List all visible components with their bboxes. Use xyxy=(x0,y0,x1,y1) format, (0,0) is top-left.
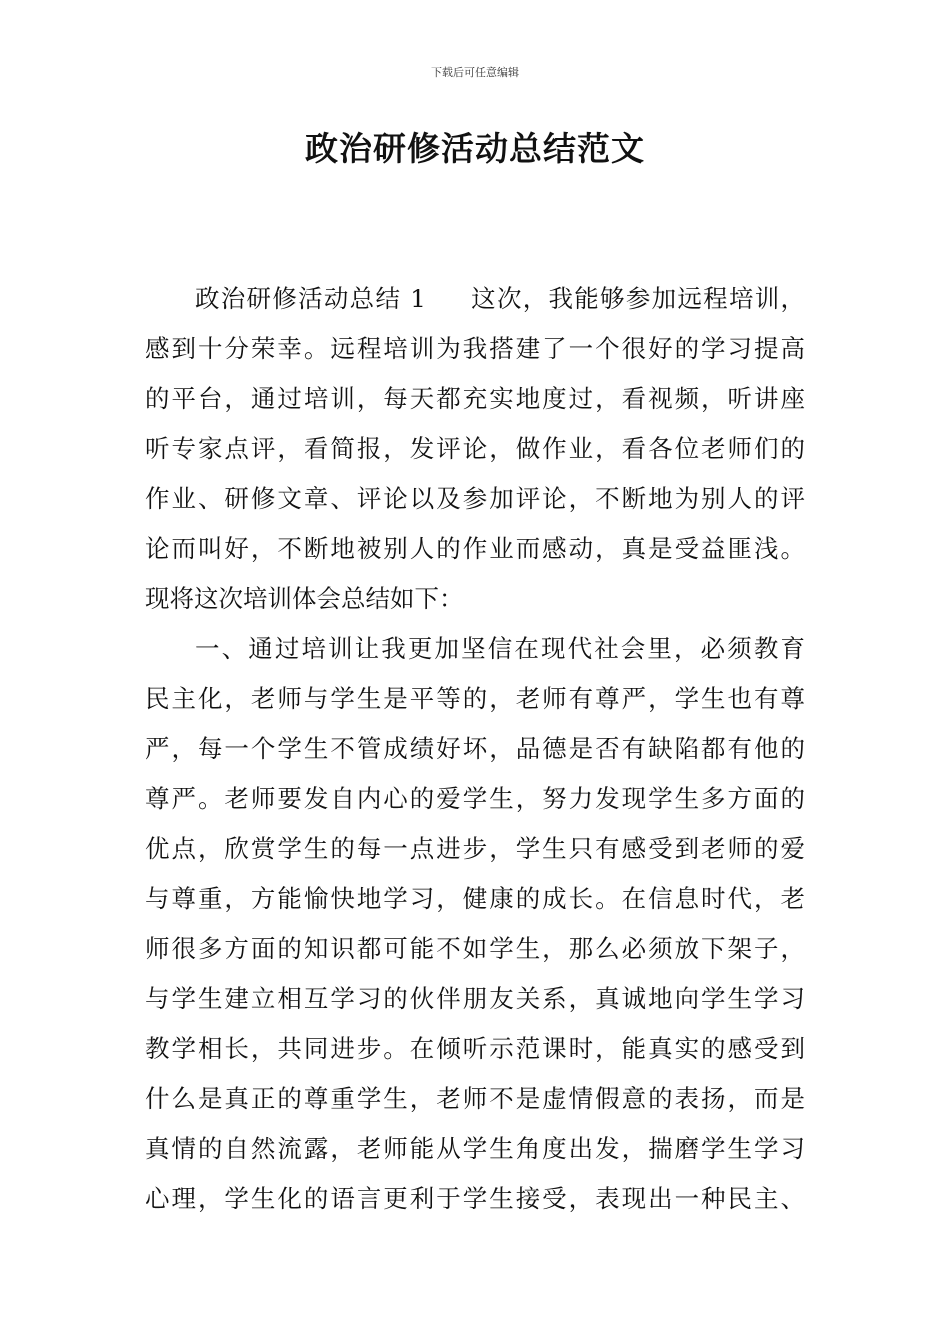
paragraph-1-line-3: 的平台，通过培训，每天都充实地度过，看视频，听讲座 xyxy=(145,384,805,413)
paragraph-2-line-10: 什么是真正的尊重学生，老师不是虚情假意的表扬，而是 xyxy=(145,1084,805,1113)
paragraph-2-line-6: 与尊重，方能愉快地学习，健康的成长。在信息时代，老 xyxy=(145,884,805,913)
paragraph-1-line-text: 这次，我能够参加远程培训， xyxy=(469,284,806,313)
paragraph-2-line-4: 尊严。老师要发自内心的爱学生，努力发现学生多方面的 xyxy=(145,784,805,813)
paragraph-2-line-11: 真情的自然流露，老师能从学生角度出发，揣磨学生学习 xyxy=(145,1134,805,1163)
paragraph-2-line-8: 与学生建立相互学习的伙伴朋友关系，真诚地向学生学习 xyxy=(145,984,805,1013)
section-label: 政治研修活动总结 1 xyxy=(195,284,426,313)
paragraph-2-line-2: 民主化，老师与学生是平等的，老师有尊严，学生也有尊 xyxy=(145,684,805,713)
paragraph-1-line-6: 论而叫好，不断地被别人的作业而感动，真是受益匪浅。 xyxy=(145,534,805,563)
paragraph-2-line-3: 严，每一个学生不管成绩好坏，品德是否有缺陷都有他的 xyxy=(145,734,805,763)
paragraph-2-line-5: 优点，欣赏学生的每一点进步，学生只有感受到老师的爱 xyxy=(145,834,805,863)
header-note: 下载后可任意编辑 xyxy=(431,66,519,79)
paragraph-1-line-7: 现将这次培训体会总结如下： xyxy=(145,584,464,613)
document-title: 政治研修活动总结范文 xyxy=(305,129,645,168)
paragraph-2-line-9: 教学相长，共同进步。在倾听示范课时，能真实的感受到 xyxy=(145,1034,805,1063)
paragraph-2-line-12: 心理，学生化的语言更利于学生接受，表现出一种民主、 xyxy=(145,1184,805,1213)
paragraph-2-line-7: 师很多方面的知识都可能不如学生，那么必须放下架子， xyxy=(145,934,805,963)
paragraph-1-line-1 xyxy=(145,274,805,324)
paragraph-2-line-1: 一、通过培训让我更加坚信在现代社会里，必须教育 xyxy=(195,634,805,663)
paragraph-1-line-5: 作业、研修文章、评论以及参加评论，不断地为别人的评 xyxy=(145,484,805,513)
paragraph-1-line-2: 感到十分荣幸。远程培训为我搭建了一个很好的学习提高 xyxy=(145,334,805,363)
document-body xyxy=(145,274,805,1224)
paragraph-1-line-4: 听专家点评，看简报，发评论，做作业，看各位老师们的 xyxy=(145,434,805,463)
